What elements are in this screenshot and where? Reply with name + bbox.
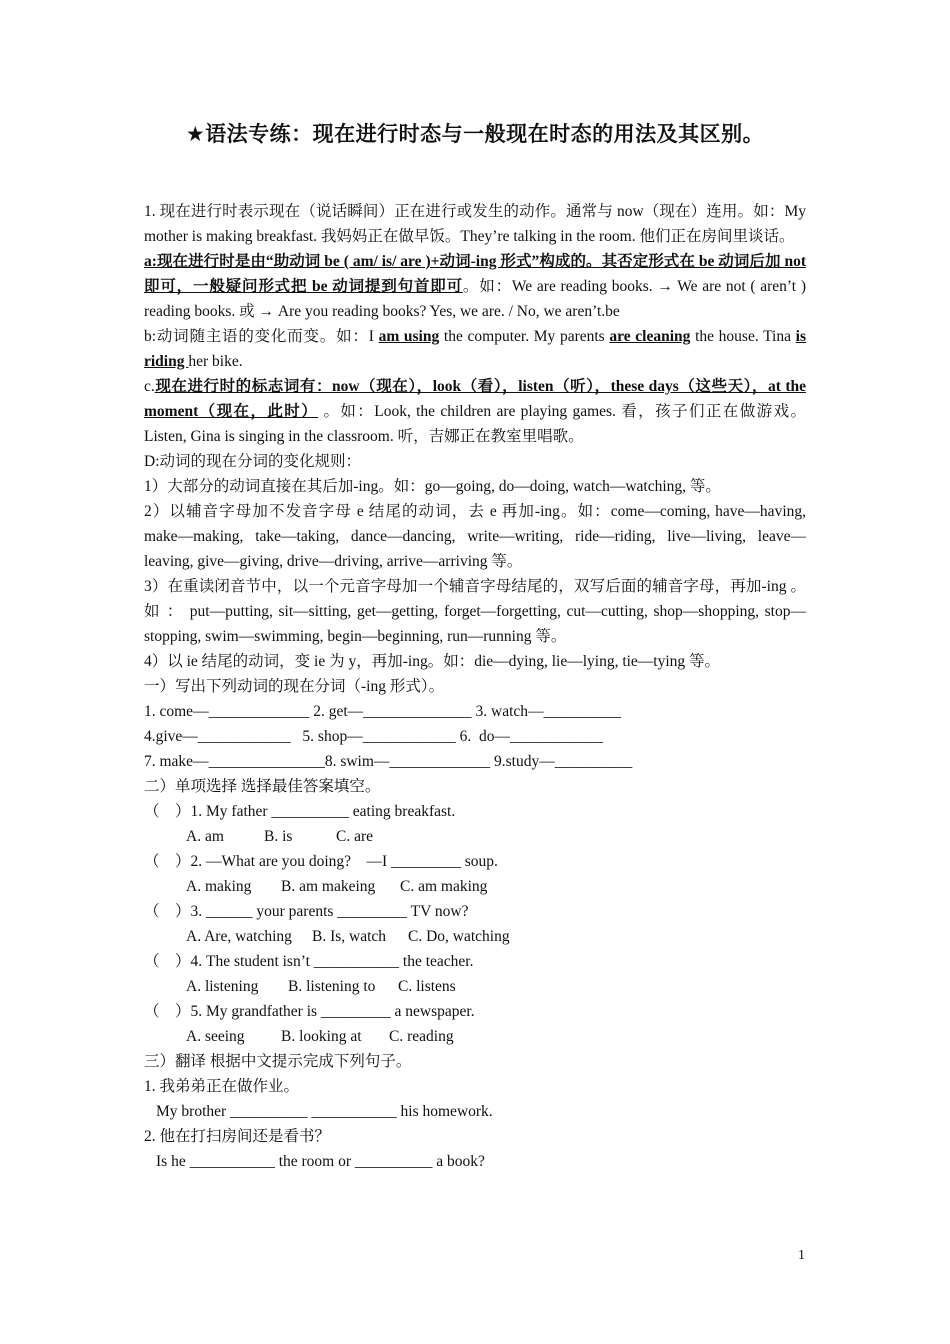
rule-d-item: 3）在重读闭音节中，以一个元音字母加一个辅音字母结尾的，双写后面的辅音字母，再加-ing 。 如 ： put—putting, sit—sitting, get—getting, forget—forgetting, cut—cutting, shop—shopping, stop—stopping, swim—swimming, begin—beginning, run—running 等。 <box>144 578 806 645</box>
question-text: （ ）5. My grandfather is _________ a newspaper. <box>144 1003 475 1020</box>
rule-b-suffix: her bike. <box>188 353 243 370</box>
option-b: B. listening to <box>288 978 376 995</box>
am-using-phrase: am using <box>378 328 440 345</box>
translation-prompt: 2. 他在打扫房间还是看书？ <box>144 1128 331 1145</box>
option-c: C. are <box>336 828 374 845</box>
question-options <box>144 924 806 949</box>
question-text: （ ）2. —What are you doing? —I _________ soup. <box>144 853 498 870</box>
intro-paragraph: 1. 现在进行时表示现在（说话瞬间）正在进行或发生的动作。通常与 now（现在）连用。如：My mother is making breakfast. 我妈妈正在做早饭。They’re talking in the room. 他们正在房间里谈话。 <box>144 203 806 245</box>
rule-c-prefix: c. <box>144 378 155 395</box>
question-text: （ ）3. ______ your parents _________ TV now? <box>144 903 469 920</box>
question-text: （ ）4. The student isn’t ___________ the teacher. <box>144 953 474 970</box>
option-b: B. looking at <box>281 1028 362 1045</box>
option-b: B. am makeing <box>281 878 376 895</box>
rule-b-mid1: the computer. My parents <box>439 328 610 345</box>
option-a: A. Are, watching <box>186 928 292 945</box>
rule-c-paragraph <box>144 374 806 449</box>
rule-d-item: 1）大部分的动词直接在其后加-ing。如：go—going, do—doing, watch—watching, 等。 <box>144 478 721 495</box>
is-riding-phrase: is riding <box>144 328 806 370</box>
translation-answer: My brother __________ ___________ his homework. <box>156 1103 493 1120</box>
translation-prompt: 1. 我弟弟正在做作业。 <box>144 1078 300 1095</box>
option-c: C. listens <box>398 978 456 995</box>
option-a: A. am <box>186 828 224 845</box>
rule-d-item: 4）以 ie 结尾的动词，变 ie 为 y，再加-ing。如：die—dying, lie—lying, tie—tying 等。 <box>144 653 721 670</box>
option-b: B. is <box>264 828 293 845</box>
question-options <box>144 824 806 849</box>
question-options <box>144 974 806 999</box>
document-body <box>144 199 806 1174</box>
exercise1-line: 1. come—_____________ 2. get—______________ 3. watch—__________ <box>144 703 622 720</box>
page-number: 1 <box>798 1248 805 1263</box>
rule-d-item: 2）以辅音字母加不发音字母 e 结尾的动词，去 e 再加-ing。如：come—coming, have—having, make—making, take—taking, dance—dancing, write—writing, ride—riding, live—living, leave—leaving, give—giving, drive—driving, arrive—arriving 等。 <box>144 503 806 570</box>
option-b: B. Is, watch <box>312 928 387 945</box>
rule-a-example: 。如：We are reading books. → We are not ( aren’t ) reading books. 或 → Are you reading books? Yes, we are. / No, we aren’t.be <box>144 278 806 320</box>
rule-b-mid2: the house. Tina <box>690 328 796 345</box>
option-a: A. making <box>186 878 252 895</box>
rule-b-prefix: b:动词随主语的变化而变。如：I <box>144 328 379 345</box>
rule-d-heading: D:动词的现在分词的变化规则： <box>144 453 362 470</box>
rule-b-paragraph <box>144 324 806 374</box>
exercise3-heading: 三）翻译 根据中文提示完成下列句子。 <box>144 1053 412 1070</box>
exercise1-line: 7. make—_______________8. swim—_____________ 9.study—__________ <box>144 753 633 770</box>
option-a: A. listening <box>186 978 259 995</box>
question-options <box>144 874 806 899</box>
translation-answer: Is he ___________ the room or __________ a book? <box>156 1153 485 1170</box>
question-text: （ ）1. My father __________ eating breakfast. <box>144 803 456 820</box>
rule-c-text: 现在进行时的标志词有：now（现在），look（看），listen（听），these days（这些天），at the moment（现在，此时） <box>144 378 806 420</box>
rule-a-paragraph <box>144 249 806 324</box>
exercise2-heading: 二）单项选择 选择最佳答案填空。 <box>144 778 381 795</box>
exercise1-heading: 一）写出下列动词的现在分词（-ing 形式）。 <box>144 678 445 695</box>
rule-a-text: a:现在进行时是由“助动词 be ( am/ is/ are )+动词-ing 形式”构成的。其否定形式在 be 动词后加 not 即可，一般疑问形式把 be 动词提到句首即可 <box>144 253 806 295</box>
exercise1-line: 4.give—____________ 5. shop—____________ 6. do—____________ <box>144 728 603 745</box>
page-title: ★语法专练：现在进行时态与一般现在时态的用法及其区别。 <box>185 122 765 146</box>
option-a: A. seeing <box>186 1028 245 1045</box>
question-options <box>144 1024 806 1049</box>
option-c: C. am making <box>400 878 488 895</box>
rule-c-example: 。如：Look, the children are playing games. 看，孩子们正在做游戏。Listen, Gina is singing in the classroom. 听，吉娜正在教室里唱歌。 <box>144 403 806 445</box>
are-cleaning-phrase: are cleaning <box>609 328 691 345</box>
option-c: C. Do, watching <box>408 928 510 945</box>
option-c: C. reading <box>389 1028 454 1045</box>
